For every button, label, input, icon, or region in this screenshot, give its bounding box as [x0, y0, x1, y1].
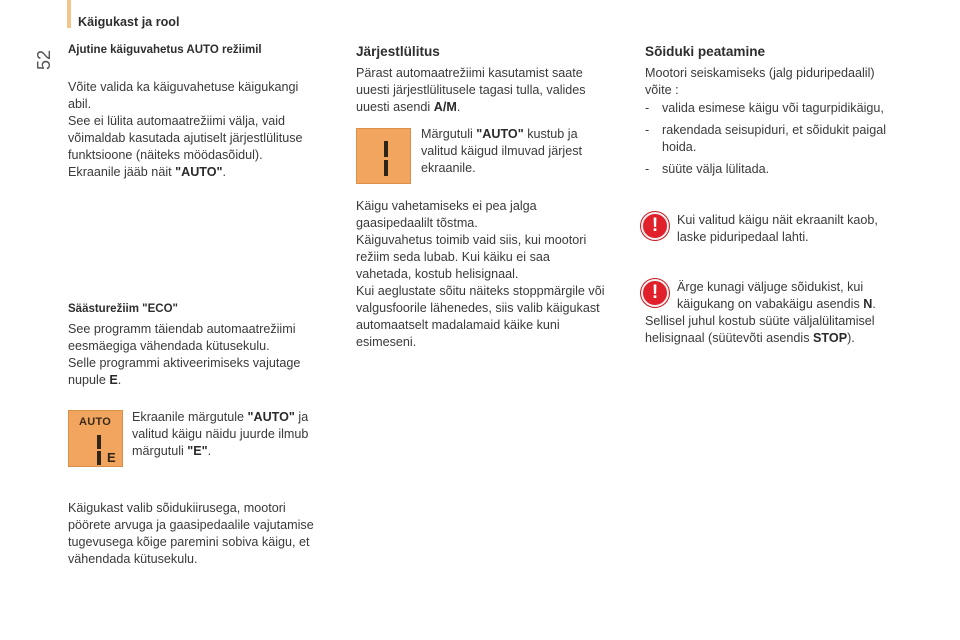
text-line: võite : [645, 83, 679, 97]
text-line: abil. [68, 97, 92, 111]
auto-temporary-heading: Ajutine käiguvahetus AUTO režiimil [68, 44, 262, 56]
stop-position-label: STOP [813, 331, 848, 345]
text-line: Kui valitud käigu näit ekraanilt kaob, [677, 213, 878, 227]
text-fragment: nupule [68, 373, 110, 387]
list-dash: - [645, 101, 650, 115]
auto-display-label: "AUTO" [175, 165, 223, 179]
stopping-heading: Sõiduki peatamine [645, 44, 766, 59]
warning-text-2-continuation [645, 313, 937, 347]
text-line [132, 409, 342, 426]
text-line: Sellisel juhul kostub süüte väljalülitamisel [645, 314, 875, 328]
page-number: 52 [34, 49, 54, 70]
auto-eco-gear-indicator-icon [68, 410, 123, 467]
text-fragment: Märgutuli [421, 127, 477, 141]
eco-button-label: E [109, 373, 118, 387]
text-line: funktsioone (näiteks möödasõidul). [68, 148, 263, 162]
gear-bar-lower-icon [384, 160, 388, 176]
gearbox-text [68, 500, 353, 568]
text-line: See programm täiendab automaatrežiimi [68, 322, 296, 336]
text-line: Võite valida ka käiguvahetuse käigukangi [68, 80, 299, 94]
text-line [68, 164, 348, 181]
text-fragment: . [456, 100, 461, 114]
text-fragment: kustub ja [523, 127, 578, 141]
text-line: Käigu vahetamiseks ei pea jalga [356, 199, 537, 213]
auto-label: AUTO [79, 416, 112, 428]
eco-mode-letter: E [107, 450, 116, 465]
am-position-label: A/M [433, 100, 457, 114]
warning-text-1 [677, 212, 937, 246]
text-line: valitud käigu näidu juurde ilmub [132, 427, 309, 441]
text-line: Mootori seiskamiseks (jalg piduripedaalil) [645, 66, 875, 80]
sequential-body [356, 198, 641, 351]
text-bold: "E" [187, 444, 208, 458]
sequential-icon-caption [421, 126, 631, 177]
text-line [68, 372, 348, 389]
text-line: automaatselt madalamaid käike kuni [356, 318, 560, 332]
text-line: Pärast automaatrežiimi kasutamist saate [356, 66, 583, 80]
text-fragment: . [117, 373, 122, 387]
text-line: Selle programmi aktiveerimiseks vajutage [68, 356, 301, 370]
text-line: laske piduripedaal lahti. [677, 230, 809, 244]
text-fragment: uuesti asendi [356, 100, 434, 114]
eco-icon-caption [132, 409, 342, 460]
text-line: valitud käigud ilmuvad järjest [421, 144, 583, 158]
text-line: režiim seda lubab. Kui käiku ei saa [356, 250, 550, 264]
text-fragment: ). [847, 331, 855, 345]
text-line [421, 126, 631, 143]
gear-bar-upper-icon [97, 435, 101, 449]
text-line [645, 330, 937, 347]
text-bold: "AUTO" [247, 410, 295, 424]
text-fragment: Ekraanile jääb näit [68, 165, 176, 179]
text-fragment: . [207, 444, 212, 458]
warning-exclamation-icon: ! [641, 279, 669, 307]
text-line: See ei lülita automaatrežiimi välja, vaid [68, 114, 285, 128]
text-line: gaasipedaalilt tõstma. [356, 216, 478, 230]
text-line: Käigukast valib sõidukiirusega, mootori [68, 501, 286, 515]
text-fragment: . [222, 165, 227, 179]
text-line: võimaldab kasutada ajutiselt järjestlülituse [68, 131, 303, 145]
text-line: Käiguvahetus toimib vaid siis, kui mootori [356, 233, 587, 247]
text-line: Kui aeglustate sõitu näiteks stoppmärgile või [356, 284, 605, 298]
text-line: valgusfoorile lähenedes, siis valib käigukast [356, 301, 600, 315]
text-line: pöörete arvuga ja gaasipedaalile vajutamise [68, 518, 314, 532]
text-fragment: märgutuli [132, 444, 188, 458]
list-item-text: valida esimese käigu või tagurpidikäigu, [662, 101, 884, 115]
sequential-intro [356, 65, 636, 116]
warning-exclamation-icon: ! [641, 212, 669, 240]
text-fragment: käigukang on vabakäigu asendis [677, 297, 864, 311]
text-line: esimeseni. [356, 335, 417, 349]
text-line [677, 296, 937, 313]
list-item-text: süüte välja lülitada. [662, 162, 770, 176]
text-fragment: . [872, 297, 876, 311]
text-fragment: ja [294, 410, 309, 424]
eco-heading: Säästurežiim "ECO" [68, 303, 178, 315]
list-dash: - [645, 123, 650, 137]
text-line: vähendada kütusekulu. [68, 552, 198, 566]
text-fragment: Ekraanile märgutule [132, 410, 248, 424]
auto-temporary-text [68, 79, 348, 181]
gear-bar-lower-icon [97, 451, 101, 465]
gear-bar-upper-icon [384, 141, 388, 157]
sequential-gear-indicator-icon [356, 128, 411, 184]
header-accent-bar [67, 0, 71, 28]
text-line: uuesti järjestlülitusele tagasi tulla, valides [356, 83, 586, 97]
sequential-heading: Järjestlülitus [356, 44, 440, 59]
text-line [132, 443, 342, 460]
eco-text [68, 321, 348, 389]
text-line [356, 99, 636, 116]
text-line: vahetada, kostub helisignaal. [356, 267, 519, 281]
text-line: tugevusega kõige paremini sobiva käigu, et [68, 535, 310, 549]
list-dash: - [645, 162, 650, 176]
stopping-intro [645, 65, 935, 99]
section-title: Käigukast ja rool [78, 15, 180, 29]
text-fragment: helisignaal (süütevõti asendis [645, 331, 814, 345]
neutral-position-label: N [863, 297, 873, 311]
list-item-text: rakendada seisupiduri, et sõidukit paigal hoida. [662, 123, 887, 154]
text-bold: "AUTO" [476, 127, 524, 141]
text-line: ekraanile. [421, 161, 476, 175]
text-line: eesmäegiga vähendada kütusekulu. [68, 339, 270, 353]
warning-text-2-lead [677, 279, 937, 313]
text-line: Ärge kunagi väljuge sõidukist, kui [677, 280, 864, 294]
